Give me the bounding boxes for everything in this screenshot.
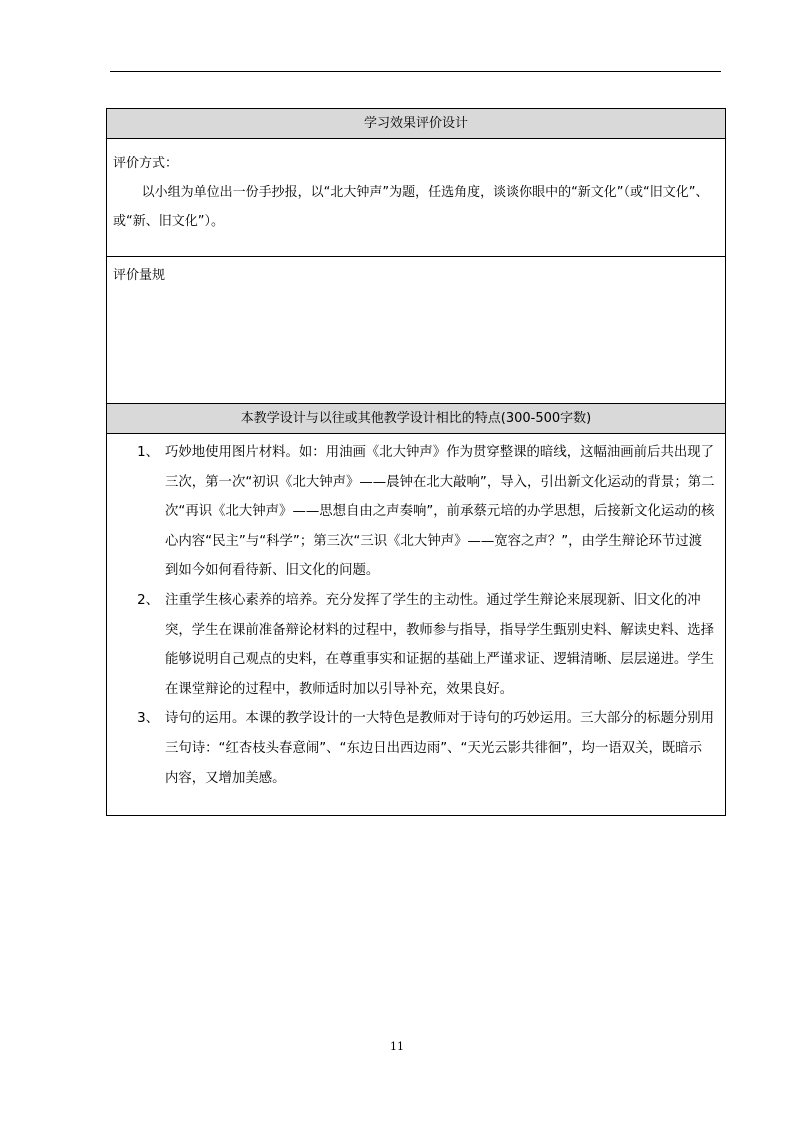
feature-number: 1、 bbox=[137, 445, 159, 460]
feature-item bbox=[107, 438, 715, 586]
header-rule bbox=[110, 71, 721, 72]
feature-text: 巧妙地使用图片材料。如：用油画《北大钟声》作为贯穿整课的暗线，这幅油画前后共出现了三次，第一次“初识《北大钟声》——晨钟在北大敲响”，导入，引出新文化运动的背景；第二次“再识《北大钟声》——思想自由之声奏响”，前承蔡元培的办学思想，后接新文化运动的核心内容“民主”与“科学”；第三次“三识《北大钟声》——宽容之声？”，由学生辩论环节过渡到如今如何看待新、旧文化的问题。 bbox=[165, 445, 715, 579]
feature-number: 3、 bbox=[137, 711, 159, 727]
feature-text: 注重学生核心素养的培养。充分发挥了学生的主动性。通过学生辩论来展现新、旧文化的冲突，学生在课前准备辩论材料的过程中，教师参与指导，指导学生甄别史料、解读史料、选择能够说明自己观点的史料，在尊重事实和证据的基础上严谨求证、逻辑清晰、层层递进。学生在课堂辩论的过程中，教师适时加以引导补充，效果良好。 bbox=[165, 592, 715, 697]
feature-text: 诗句的运用。本课的教学设计的一大特色是教师对于诗句的巧妙运用。三大部分的标题分别用三句诗：“红杏枝头春意闹”、“东边日出西边雨”、“天光云影共徘徊”，均一语双关，既暗示内容，又增加美感。 bbox=[165, 711, 715, 786]
learning-eval-cell bbox=[107, 139, 725, 257]
evaluation-table bbox=[106, 108, 726, 816]
eval-method-label: 评价方式： bbox=[113, 156, 179, 171]
feature-number: 2、 bbox=[137, 592, 159, 608]
feature-item bbox=[107, 704, 715, 793]
page-number: 11 bbox=[390, 1040, 404, 1053]
features-header: 本教学设计与以往或其他教学设计相比的特点(300-500字数) bbox=[107, 404, 725, 434]
rubric-cell bbox=[107, 257, 725, 404]
features-cell bbox=[107, 434, 725, 815]
rubric-label: 评价量规 bbox=[113, 268, 166, 283]
eval-method-text: 以小组为单位出一份手抄报，以“北大钟声”为题，任选角度，谈谈你眼中的“新文化”（或“旧文化”、或“新、旧文化”）。 bbox=[113, 185, 709, 229]
feature-item bbox=[107, 586, 715, 704]
learning-eval-header: 学习效果评价设计 bbox=[107, 109, 725, 139]
